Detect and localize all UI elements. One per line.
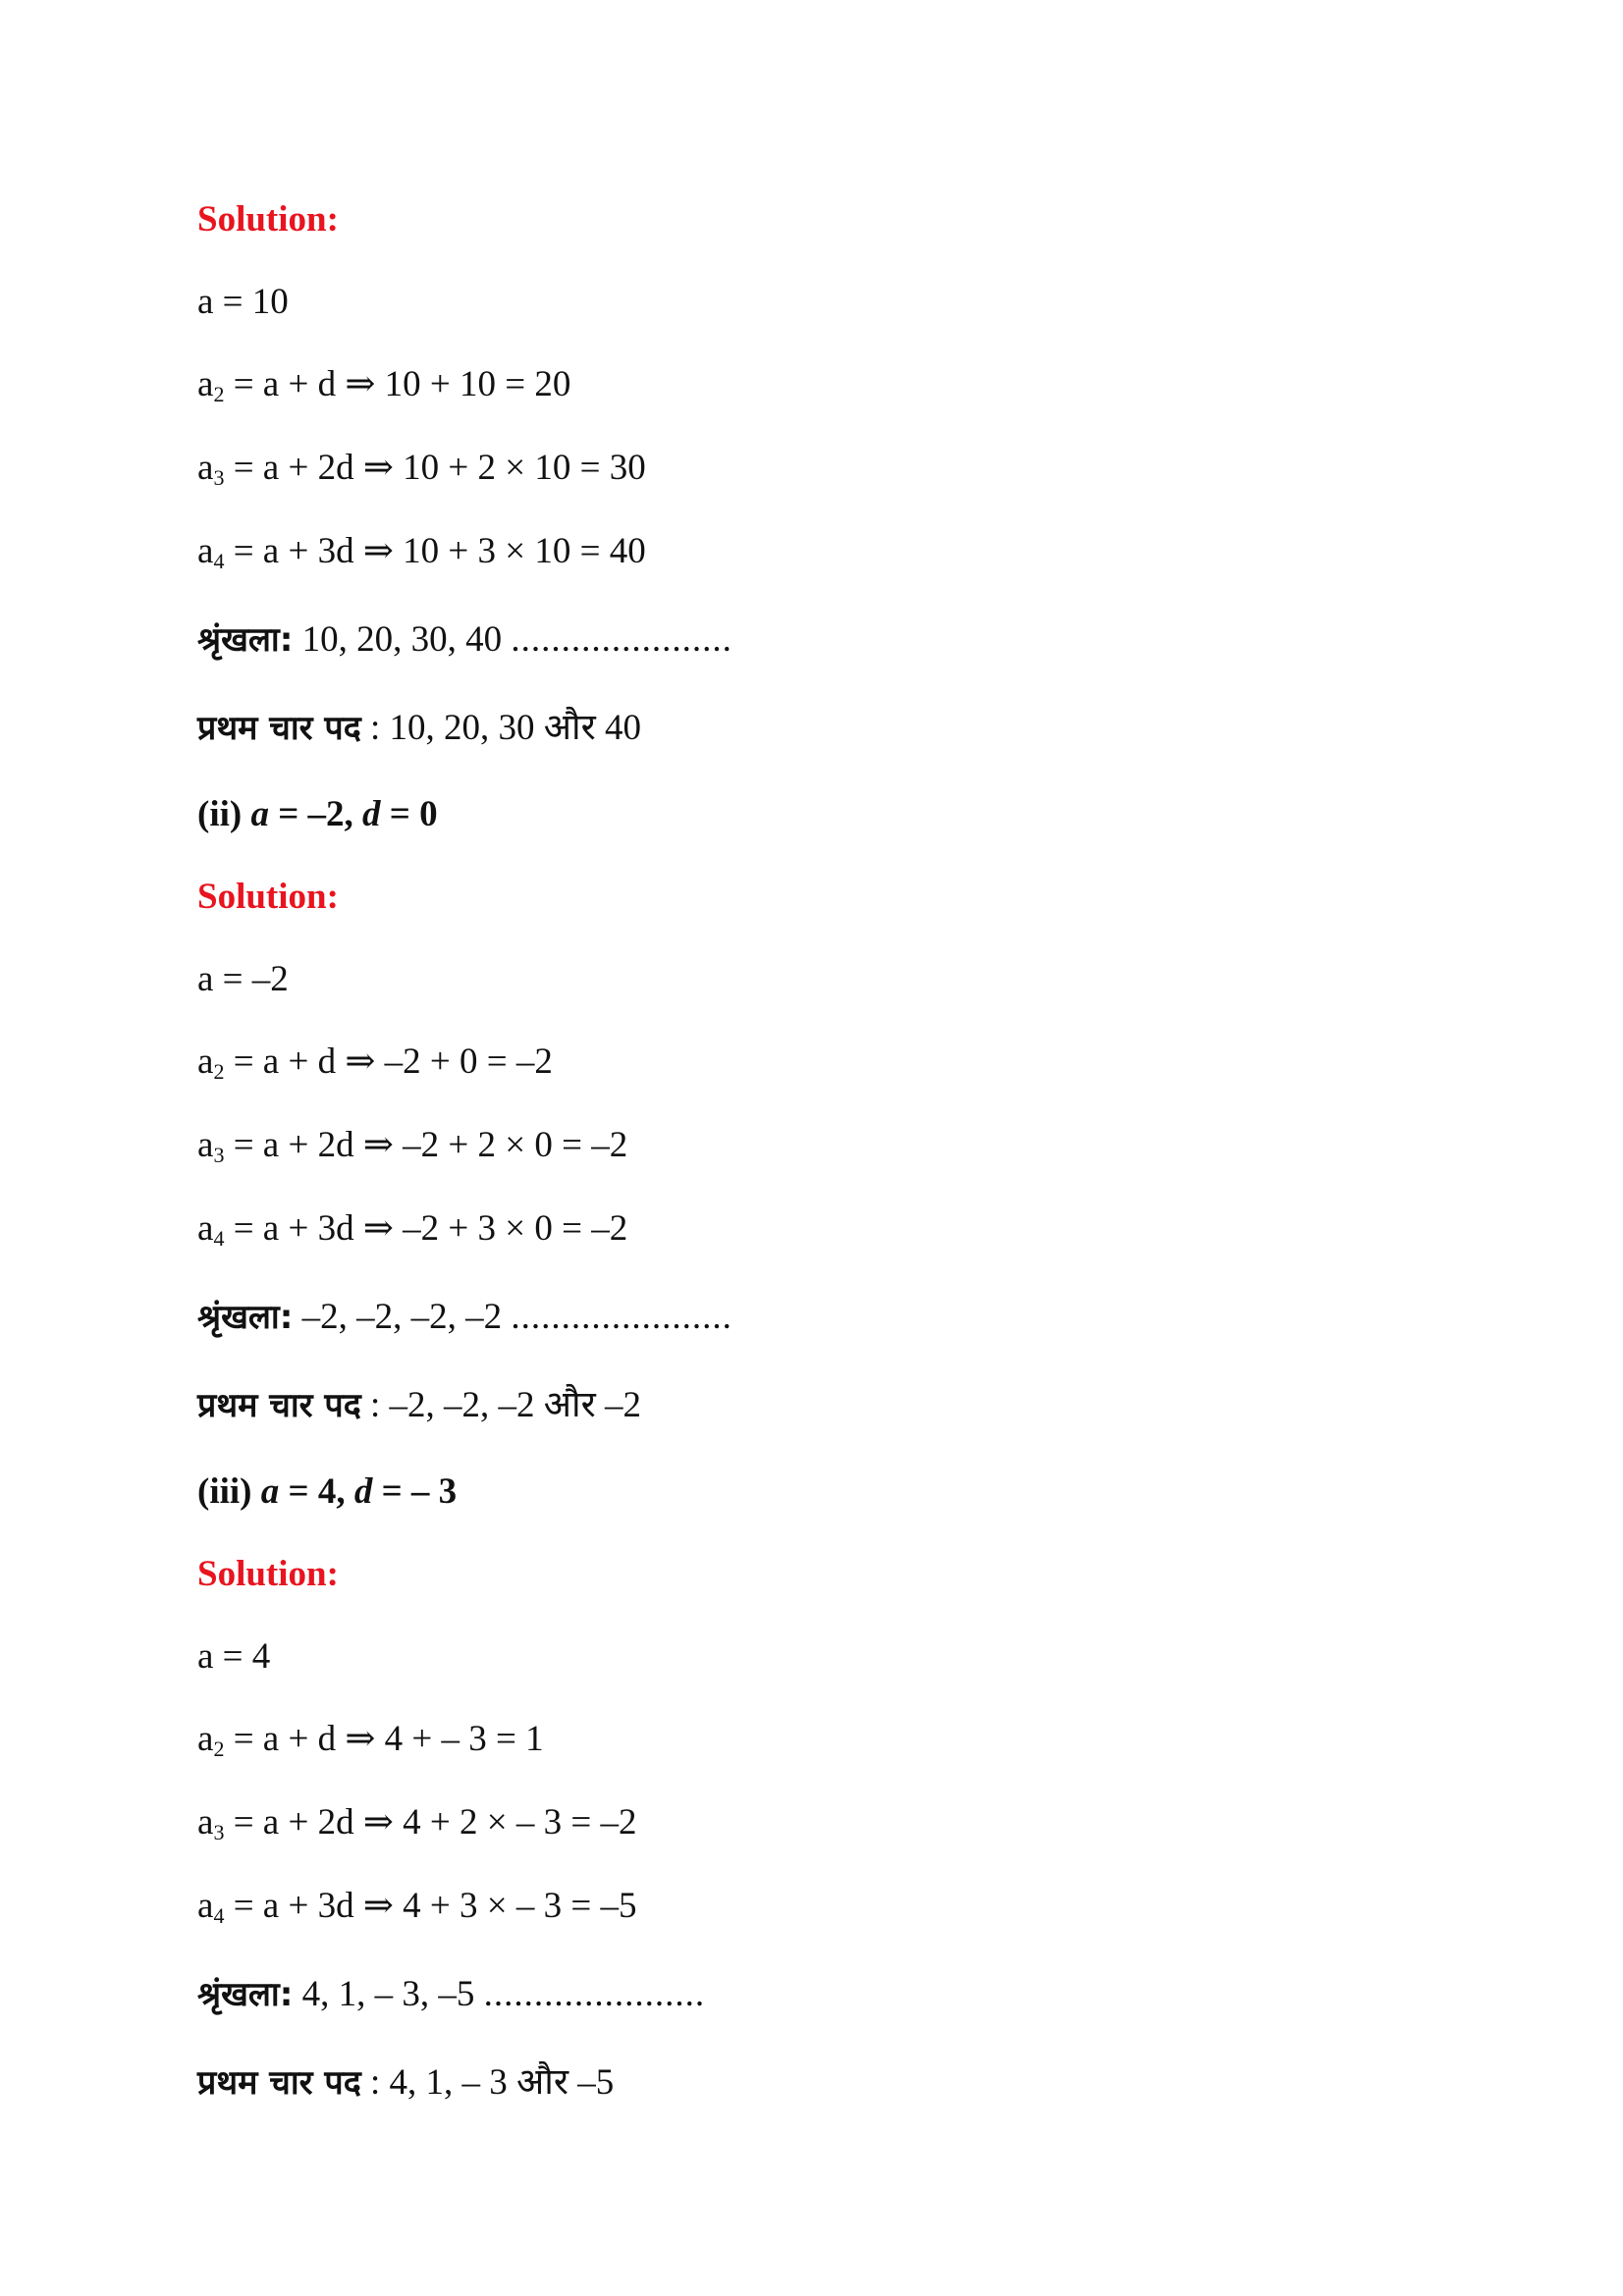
series-value: 10, 20, 30, 40 [293, 619, 512, 660]
series-line [197, 1296, 732, 1339]
step-line-a3 [197, 1124, 627, 1167]
a-value: = –2, [268, 794, 363, 834]
term-subscript: 2 [213, 382, 225, 406]
solution-label: Solution: [197, 199, 339, 240]
series-dots: ...................... [511, 619, 732, 660]
d-value: = – 3 [372, 1471, 458, 1512]
step-line-a3 [197, 447, 646, 490]
term-subscript: 3 [213, 1820, 225, 1844]
first-term-line: a = 10 [197, 282, 289, 322]
step-expression: = a + 3d ⇒ –2 + 3 × 0 = –2 [224, 1208, 628, 1249]
first-four-terms-line [197, 2061, 614, 2105]
term: a [197, 1886, 214, 1926]
step-expression: = a + 2d ⇒ 4 + 2 × – 3 = –2 [224, 1802, 637, 1842]
first-four-terms-label: प्रथम चार पद [197, 709, 361, 748]
var-a: a [260, 1471, 280, 1512]
step-line-a4 [197, 1885, 636, 1928]
step-expression: = a + 3d ⇒ 4 + 3 × – 3 = –5 [224, 1886, 637, 1926]
step-line-a4 [197, 1207, 627, 1251]
term: a [197, 1125, 214, 1165]
series-value: –2, –2, –2, –2 [293, 1297, 512, 1337]
step-line-a4 [197, 530, 646, 573]
first-four-terms-value: : 4, 1, – 3 और –5 [360, 2062, 615, 2103]
solution-label: Solution: [197, 877, 339, 917]
term: a [197, 531, 214, 571]
first-four-terms-value: : 10, 20, 30 और 40 [360, 708, 642, 748]
part-heading-iii [197, 1470, 457, 1514]
var-d: d [362, 794, 381, 834]
term-subscript: 3 [213, 1143, 225, 1167]
series-line [197, 618, 732, 662]
var-d: d [353, 1471, 373, 1512]
term-subscript: 2 [213, 1736, 225, 1761]
var-a: a [250, 794, 269, 834]
first-four-terms-line [197, 1384, 641, 1427]
step-line-a2 [197, 1718, 544, 1761]
first-four-terms-line [197, 707, 641, 750]
step-expression: = a + d ⇒ 10 + 10 = 20 [224, 364, 571, 404]
term-subscript: 4 [213, 1226, 225, 1251]
term: a [197, 448, 214, 488]
a-value: = 4, [279, 1471, 354, 1512]
term: a [197, 1041, 214, 1082]
step-line-a3 [197, 1801, 636, 1844]
term-subscript: 3 [213, 465, 225, 490]
series-dots: ...................... [483, 1974, 706, 2014]
step-expression: = a + d ⇒ 4 + – 3 = 1 [224, 1719, 544, 1759]
series-label: श्रृंखला: [197, 1298, 294, 1337]
part-label: (ii) [197, 794, 243, 834]
series-label: श्रृंखला: [197, 1975, 294, 2014]
series-label: श्रृंखला: [197, 620, 294, 660]
step-expression: = a + 3d ⇒ 10 + 3 × 10 = 40 [224, 531, 646, 571]
term: a [197, 364, 214, 404]
first-four-terms-value: : –2, –2, –2 और –2 [360, 1385, 642, 1425]
step-line-a2 [197, 363, 570, 406]
series-dots: ...................... [511, 1297, 732, 1337]
step-expression: = a + d ⇒ –2 + 0 = –2 [224, 1041, 553, 1082]
first-term-line: a = –2 [197, 959, 289, 999]
term-subscript: 4 [213, 1903, 225, 1928]
first-four-terms-label: प्रथम चार पद [197, 2063, 361, 2103]
term: a [197, 1208, 214, 1249]
first-term-line: a = 4 [197, 1636, 271, 1677]
solution-label: Solution: [197, 1554, 339, 1594]
step-expression: = a + 2d ⇒ –2 + 2 × 0 = –2 [224, 1125, 628, 1165]
series-value: 4, 1, – 3, –5 [293, 1974, 484, 2014]
first-four-terms-label: प्रथम चार पद [197, 1386, 361, 1425]
term: a [197, 1802, 214, 1842]
part-heading-ii [197, 793, 438, 836]
step-line-a2 [197, 1041, 553, 1084]
series-line [197, 1973, 705, 2016]
part-label: (iii) [197, 1471, 252, 1512]
term-subscript: 4 [213, 549, 225, 573]
term-subscript: 2 [213, 1059, 225, 1084]
step-expression: = a + 2d ⇒ 10 + 2 × 10 = 30 [224, 448, 646, 488]
d-value: = 0 [380, 794, 438, 834]
term: a [197, 1719, 214, 1759]
